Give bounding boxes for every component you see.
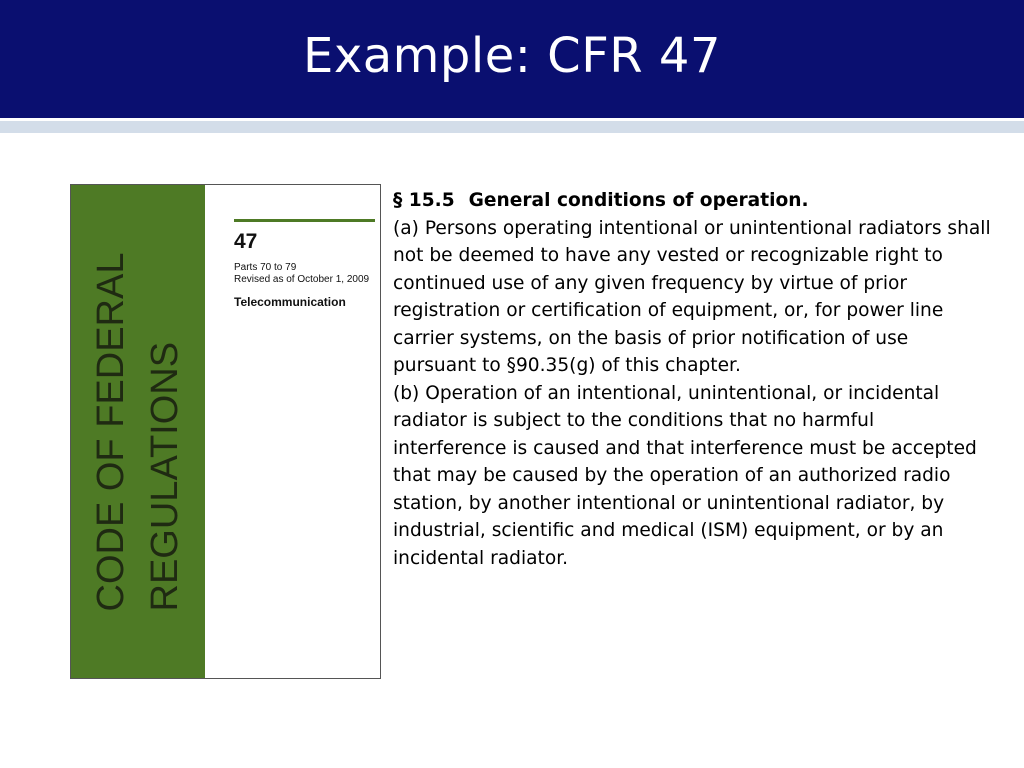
title-underline-band (0, 121, 1024, 133)
volume-number: 47 (234, 230, 258, 253)
book-cover-image (70, 184, 381, 679)
book-spine (71, 185, 205, 678)
paragraph-a: (a) Persons operating intentional or unintentional radiators shall not be deemed to have any vested or recognizable right to continued use of any given frequency by virtue of prior registration or certification of equipment, or, for power line carrier systems, on the basis of prior notification of use pursuant to §90.35(g) of this chapter. (393, 217, 991, 376)
regulation-text (393, 187, 993, 572)
section-number: § 15.5 (393, 190, 455, 211)
section-heading (393, 187, 993, 215)
spine-line-1: CODE OF FEDERAL (90, 252, 132, 612)
cover-label (234, 219, 376, 309)
section-title: General conditions of operation. (468, 190, 809, 211)
title-bar (0, 0, 1024, 118)
cover-rule (234, 219, 375, 222)
spine-line-2: REGULATIONS (144, 341, 186, 612)
spine-title (84, 253, 192, 612)
revision-date: Revised as of October 1, 2009 (234, 274, 370, 285)
slide-title: Example: CFR 47 (303, 28, 721, 84)
subject-title: Telecommunication (234, 295, 346, 309)
parts-range: Parts 70 to 79 (234, 262, 297, 273)
paragraph-b: (b) Operation of an intentional, unintentional, or incidental radiator is subject to the conditions that no harmful interference is caused and that interference must be accepted that may be caused by the operation of an authorized radio station, by another intentional or unintentional radiator, by industrial, scientific and medical (ISM) equipment, or by an incidental radiator. (393, 382, 977, 569)
